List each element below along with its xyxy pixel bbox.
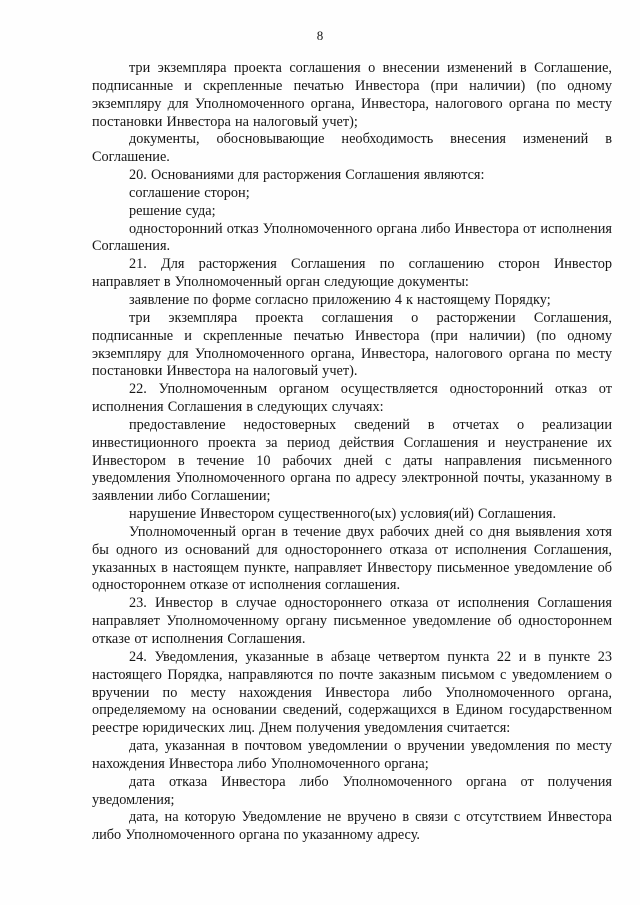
paragraph: заявление по форме согласно приложению 4 к настоящему Порядку;	[129, 291, 551, 308]
paragraph: предоставление недостоверных сведений в отчетах о реализации инвестиционного проекта за период действия Соглашения и неустранение их Инвестором в течение 10 рабочих дней с даты направления письменного уведомления Уполномоченного органа по адресу электронной почты, указанному в заявлении либо Соглашении;	[92, 416, 612, 505]
paragraph: 24. Уведомления, указанные в абзаце четвертом пункта 22 и в пункте 23 настоящего Порядка, направляются по почте заказным письмом с уведомлением о вручении по месту нахождения Инвестора либо Уполномоченного органа, определяемому на основании сведений, содержащихся в Едином государственном реестре юридических лиц. Днем получения уведомления считается:	[92, 648, 612, 737]
paragraph: три экземпляра проекта соглашения о внесении изменений в Соглашение, подписанные и скрепленные печатью Инвестора (при наличии) (по одному экземпляру для Уполномоченного органа, Инвестора, налогового органа по месту постановки Инвестора на налоговый учет);	[92, 60, 612, 130]
paragraph: дата, на которую Уведомление не вручено в связи с отсутствием Инвестора либо Уполномоченного органа по указанному адресу.	[92, 809, 612, 844]
paragraph: Уполномоченный орган в течение двух рабочих дней со дня выявления хотя бы одного из оснований для одностороннего отказа от исполнения Соглашения, указанных в настоящем пункте, направляет Инвестору письменное уведомление об одностороннем отказе от исполнения соглашения.	[92, 523, 612, 594]
paragraph: дата отказа Инвестора либо Уполномоченного органа от получения уведомления;	[92, 773, 612, 808]
paragraph: 21. Для расторжения Соглашения по соглашению сторон Инвестор направляет в Уполномоченный орган следующие документы:	[92, 256, 612, 291]
paragraph: дата, указанная в почтовом уведомлении о вручении уведомления по месту нахождения Инвестора либо Уполномоченного органа;	[92, 738, 612, 772]
paragraph: соглашение сторон;	[129, 184, 250, 201]
paragraph: нарушение Инвестором существенного(ых) условия(ий) Соглашения.	[129, 506, 557, 523]
document-body	[92, 60, 612, 845]
paragraph: три экземпляра проекта соглашения о расторжении Соглашения, подписанные и скрепленные печатью Инвестора (при наличии) (по одному экземпляру для Уполномоченного органа, Инвестора, налогового органа по месту постановки Инвестора на налоговый учет).	[92, 309, 612, 380]
page-number: 8	[316, 28, 324, 43]
paragraph: 22. Уполномоченным органом осуществляется односторонний отказ от исполнения Соглашения в следующих случаях:	[92, 381, 612, 416]
paragraph: документы, обосновывающие необходимость внесения изменений в Соглашение.	[92, 131, 612, 166]
paragraph: односторонний отказ Уполномоченного органа либо Инвестора от исполнения Соглашения.	[92, 220, 612, 255]
paragraph: решение суда;	[129, 202, 216, 219]
paragraph: 23. Инвестор в случае одностороннего отказа от исполнения Соглашения направляет Уполномоченному органу письменное уведомление об одностороннем отказе от исполнения Соглашения.	[92, 595, 612, 647]
paragraph: 20. Основаниями для расторжения Соглашения являются:	[129, 167, 485, 184]
